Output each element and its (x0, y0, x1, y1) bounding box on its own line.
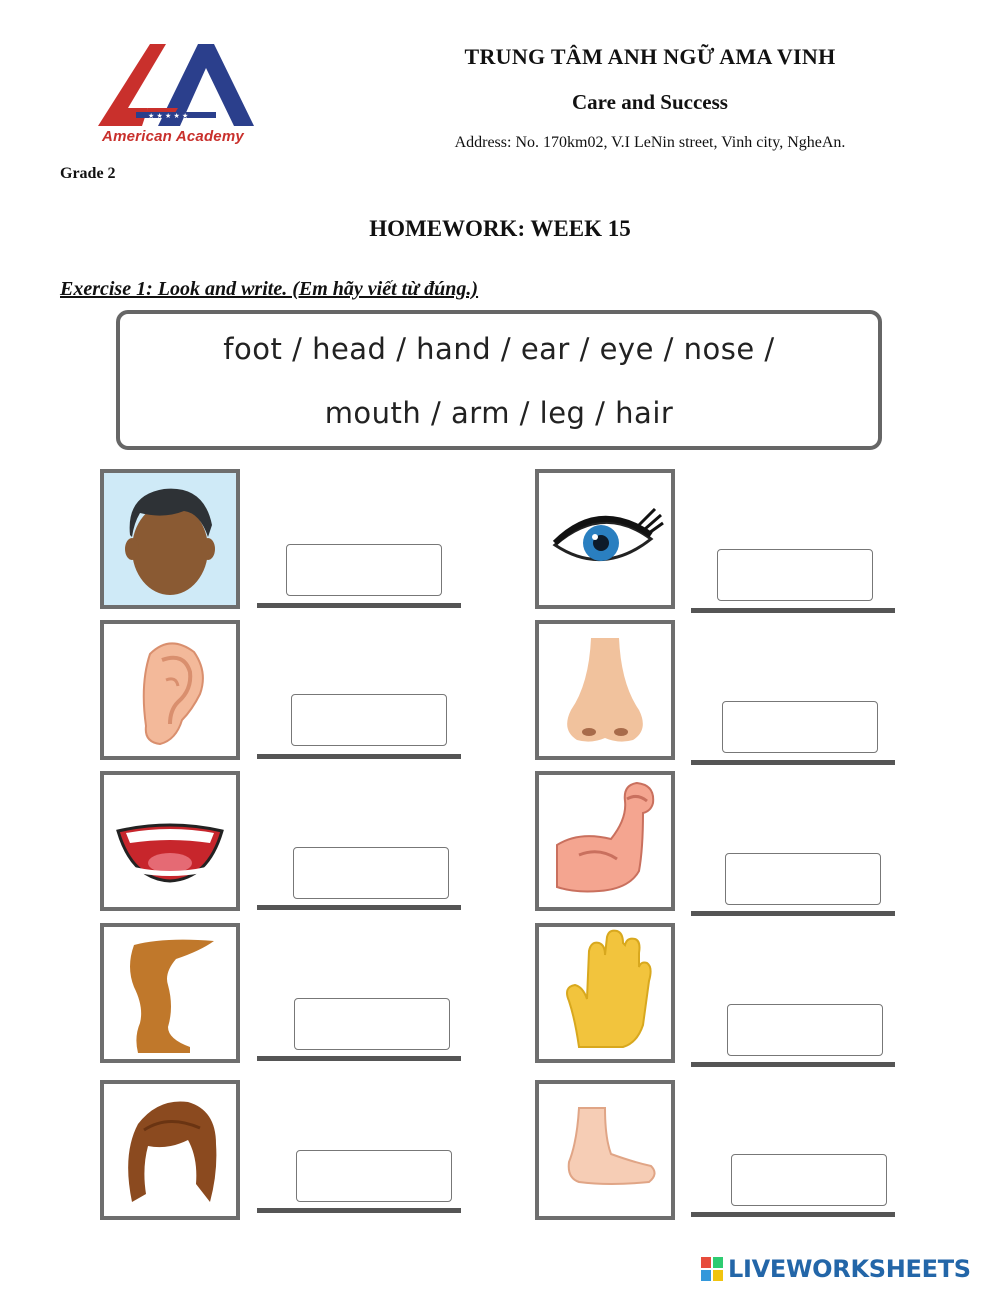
answer-box-1[interactable] (286, 544, 442, 596)
answer-box-6[interactable] (725, 853, 881, 905)
answer-box-8[interactable] (727, 1004, 883, 1056)
liveworksheets-brand[interactable] (700, 1252, 971, 1286)
answer-box-10[interactable] (731, 1154, 887, 1206)
center-name: TRUNG TÂM ANH NGỮ AMA VINH (464, 44, 836, 69)
write-line-10 (691, 1212, 895, 1217)
answer-box-7[interactable] (294, 998, 450, 1050)
foot-icon (539, 1084, 671, 1216)
head-icon (104, 473, 236, 605)
hair-picture (100, 1080, 240, 1220)
grade-label: Grade 2 (60, 165, 116, 182)
exercise-title: Exercise 1: Look and write. (Em hãy viết từ đúng.) (60, 278, 479, 300)
liveworksheets-logo-icon (700, 1256, 724, 1282)
homework-title: HOMEWORK: WEEK 15 (369, 216, 631, 241)
hand-icon (539, 927, 671, 1059)
write-line-7 (257, 1056, 461, 1061)
logo-text: American Academy (102, 128, 244, 145)
answer-box-4[interactable] (722, 701, 878, 753)
mouth-icon (104, 775, 236, 907)
nose-picture (535, 620, 675, 760)
answer-box-3[interactable] (291, 694, 447, 746)
write-line-6 (691, 911, 895, 916)
word-bank-line-1: foot / head / hand / ear / eye / nose / (223, 332, 775, 366)
svg-text:★ ★ ★ ★ ★: ★ ★ ★ ★ ★ (148, 112, 189, 120)
ear-picture (100, 620, 240, 760)
slogan: Care and Success (572, 90, 728, 114)
write-line-5 (257, 905, 461, 910)
write-line-9 (257, 1208, 461, 1213)
arm-picture (535, 771, 675, 911)
logo-mark-icon (88, 38, 258, 130)
mouth-picture (100, 771, 240, 911)
hand-picture (535, 923, 675, 1063)
write-line-3 (257, 754, 461, 759)
nose-icon (539, 624, 671, 756)
eye-icon (539, 473, 671, 605)
address: Address: No. 170km02, V.I LeNin street, Vinh city, NgheAn. (454, 134, 846, 151)
foot-picture (535, 1080, 675, 1220)
word-bank (116, 310, 882, 450)
arm-icon (539, 775, 671, 907)
write-line-2 (691, 608, 895, 613)
ear-icon (104, 624, 236, 756)
head-picture (100, 469, 240, 609)
liveworksheets-text: LIVEWORKSHEETS (728, 1255, 971, 1283)
write-line-4 (691, 760, 895, 765)
word-bank-line-2: mouth / arm / leg / hair (324, 396, 674, 430)
hair-icon (104, 1084, 236, 1216)
write-line-1 (257, 603, 461, 608)
answer-box-9[interactable] (296, 1150, 452, 1202)
write-line-8 (691, 1062, 895, 1067)
leg-picture (100, 923, 240, 1063)
eye-picture (535, 469, 675, 609)
answer-box-2[interactable] (717, 549, 873, 601)
answer-box-5[interactable] (293, 847, 449, 899)
american-academy-logo (88, 38, 258, 156)
leg-icon (104, 927, 236, 1059)
